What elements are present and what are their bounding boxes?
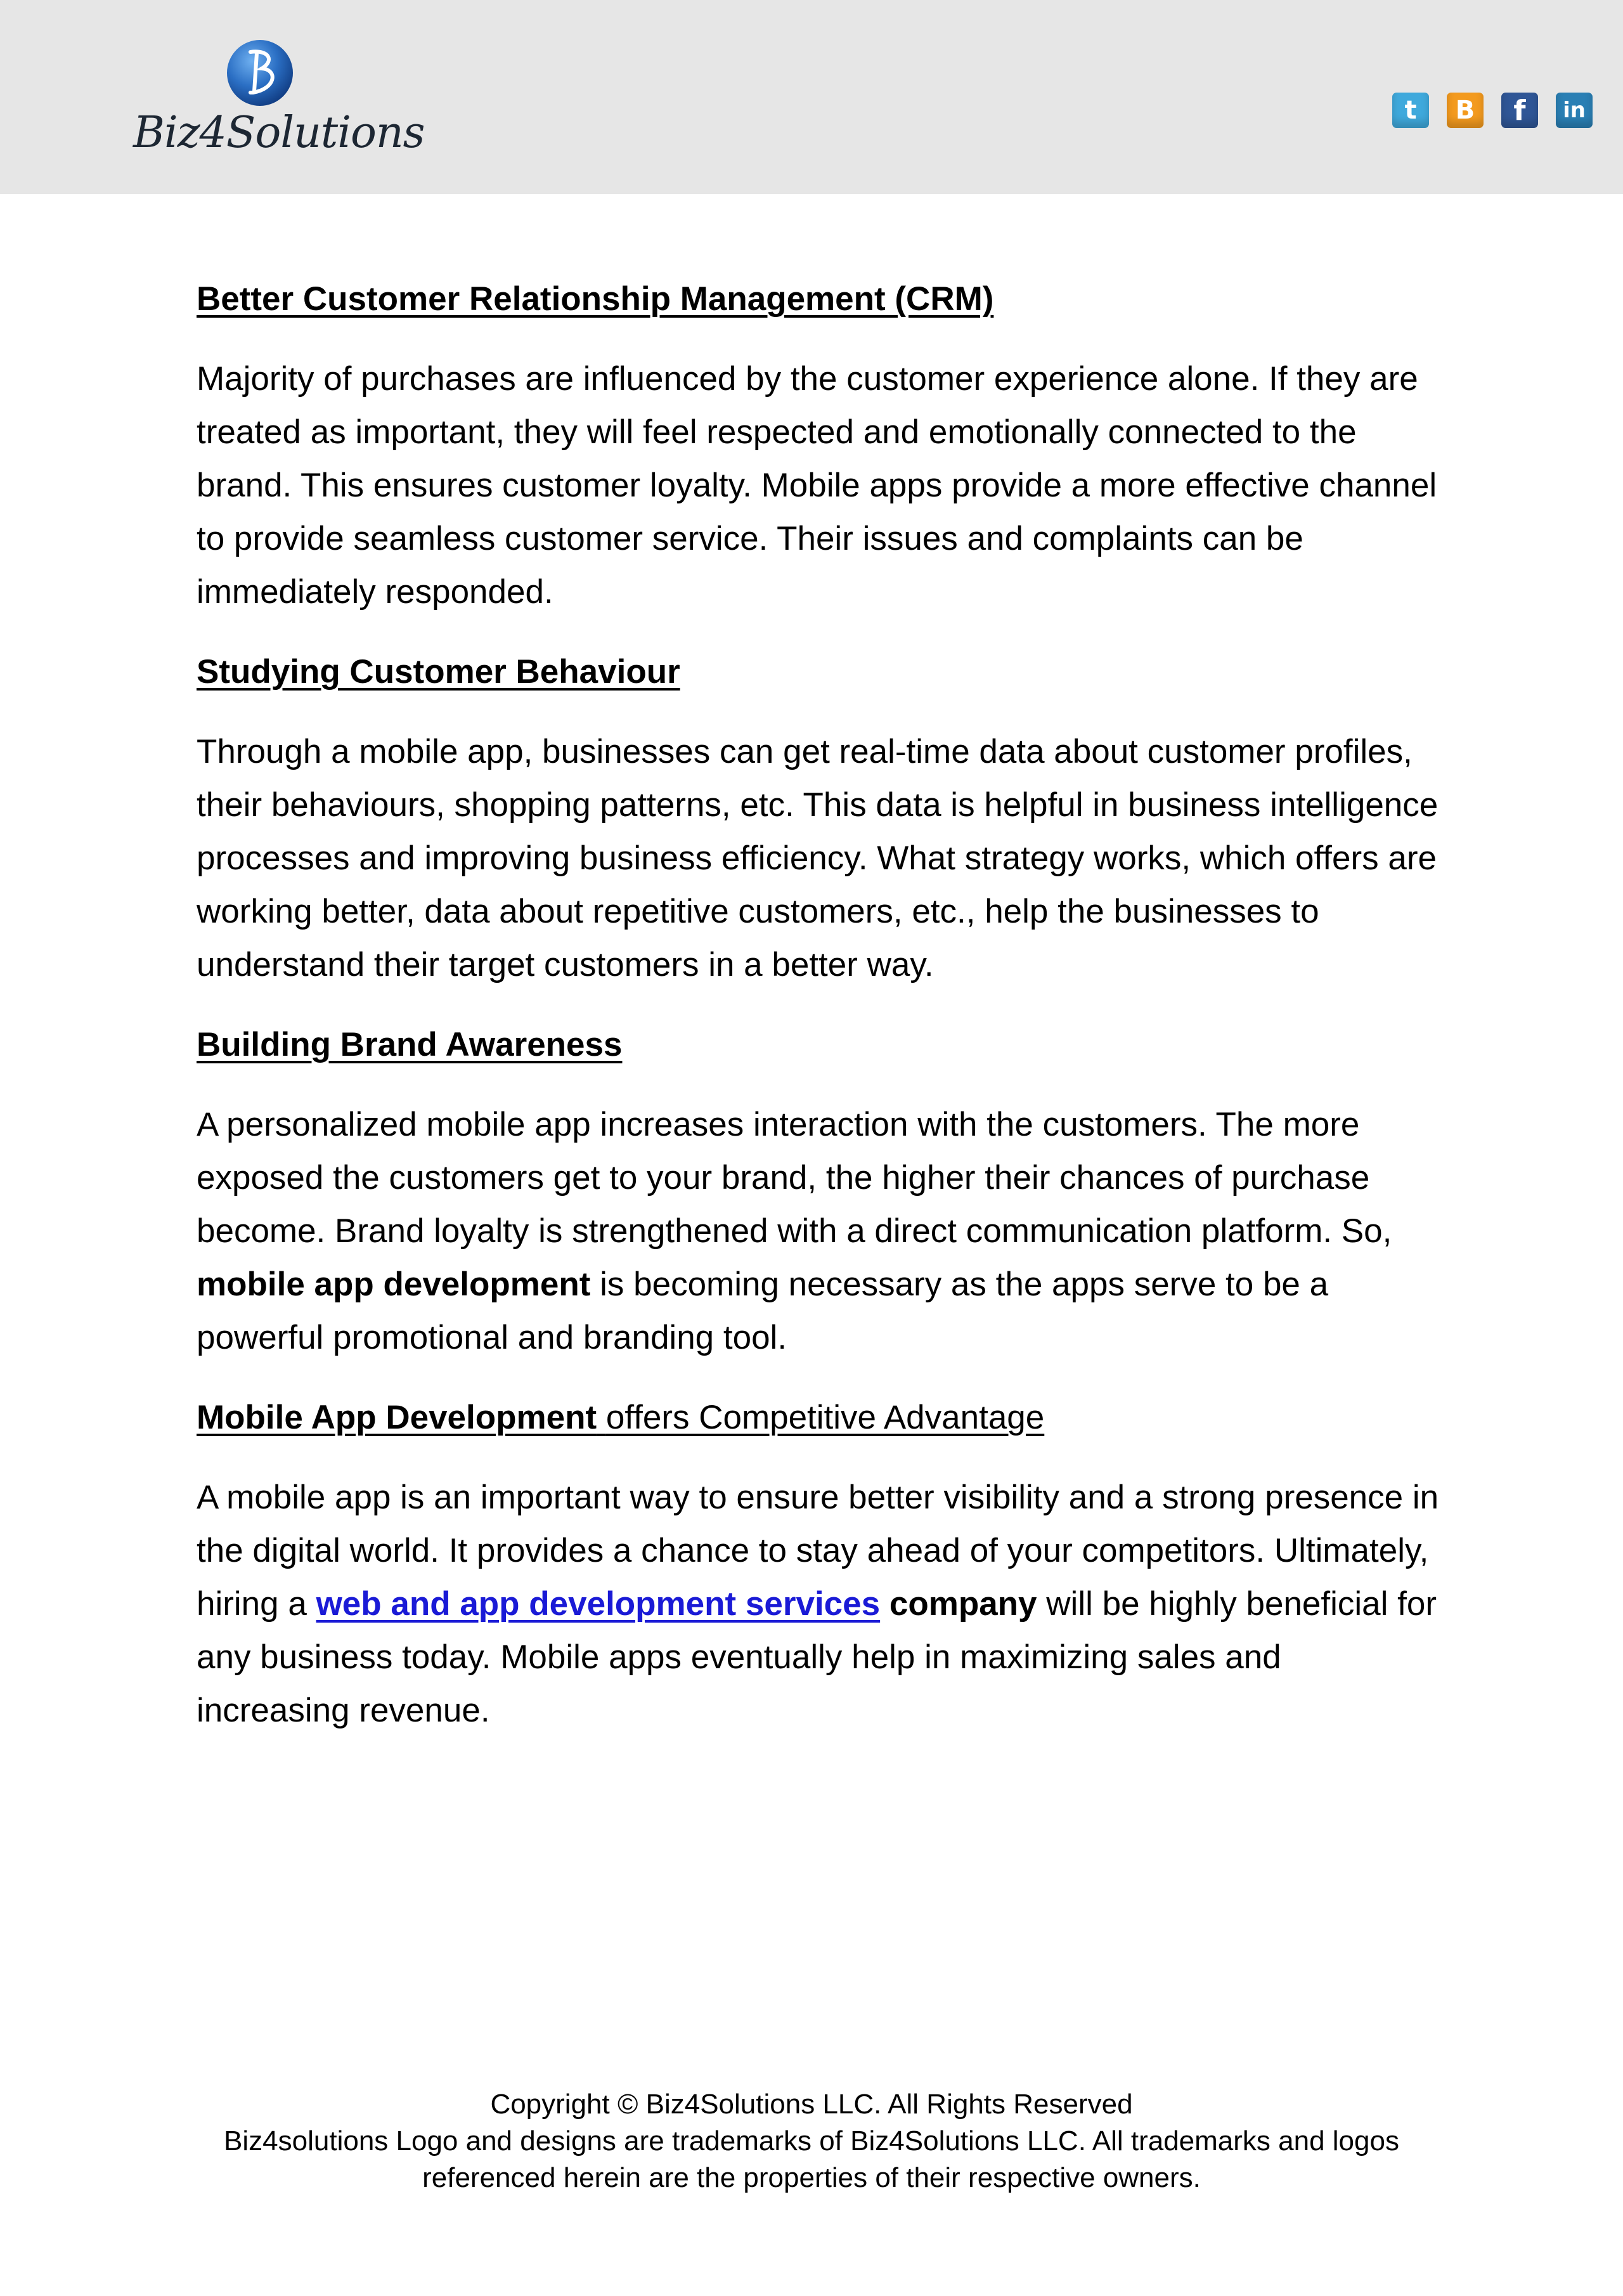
blogger-icon[interactable]: B	[1447, 93, 1484, 128]
body-text: will be highly beneficial for any business today. Mobile apps eventually help in maximizing sales and increasing revenue.	[197, 1585, 1437, 1729]
bold-phrase: mobile app development	[197, 1266, 591, 1303]
article-body	[197, 273, 1439, 1764]
heading-rest-part: offers Competitive Advantage	[605, 1399, 1045, 1436]
trademark-line-2: referenced herein are the properties of their respective owners.	[422, 2162, 1201, 2193]
page-header	[0, 0, 1623, 194]
linkedin-icon[interactable]: in	[1556, 93, 1593, 128]
social-links	[1392, 93, 1593, 128]
section-body-behaviour: Through a mobile app, businesses can get real-time data about customer profiles, their behaviours, shopping patterns, etc. This data is helpful in business intelligence processes and improving business efficiency. What strategy works, which offers are working better, data about repetitive customers, etc., help the businesses to understand their target customers in a better way.	[197, 733, 1439, 983]
trademark-line: Biz4solutions Logo and designs are trademarks of Biz4Solutions LLC. All trademarks and logos	[224, 2125, 1399, 2157]
section-body-crm: Majority of purchases are influenced by the customer experience alone. If they are treated as important, they will feel respected and emotionally connected to the brand. This ensures customer loyalty. Mobile apps provide a more effective channel to provide seamless customer service. Their issues and complaints can be immediately responded.	[197, 360, 1437, 611]
page-footer	[0, 2086, 1623, 2196]
section-heading-advantage	[197, 1391, 1439, 1444]
facebook-icon[interactable]: f	[1501, 93, 1538, 128]
body-text: A mobile app is an important way to ensure better visibility and a strong presence in the digital world. It provides a chance to stay ahead of your competitors. Ultimately, hiring a	[197, 1479, 1439, 1623]
bold-phrase: company	[889, 1585, 1037, 1623]
logo-emblem-icon	[225, 38, 295, 108]
section-body-advantage	[197, 1471, 1439, 1737]
heading-bold-part: Mobile App Development	[197, 1399, 597, 1436]
section-body-brand	[197, 1098, 1439, 1365]
logo-wordmark: Biz4Solutions	[133, 108, 425, 158]
section-heading-brand: Building Brand Awareness	[197, 1026, 623, 1063]
section-heading-behaviour: Studying Customer Behaviour	[197, 653, 680, 691]
body-text: is becoming necessary as the apps serve to be a powerful promotional and branding tool.	[197, 1266, 1329, 1356]
services-link[interactable]: web and app development services	[316, 1585, 881, 1623]
twitter-icon[interactable]: t	[1392, 93, 1429, 128]
body-text: A personalized mobile app increases interaction with the customers. The more exposed the customers get to your brand, the higher their chances of purchase become. Brand loyalty is strengthened with a direct communication platform. So,	[197, 1106, 1392, 1250]
copyright-line: Copyright © Biz4Solutions LLC. All Rights Reserved	[490, 2089, 1133, 2120]
section-heading-crm: Better Customer Relationship Management (CRM)	[197, 280, 994, 318]
company-logo[interactable]	[133, 38, 425, 165]
